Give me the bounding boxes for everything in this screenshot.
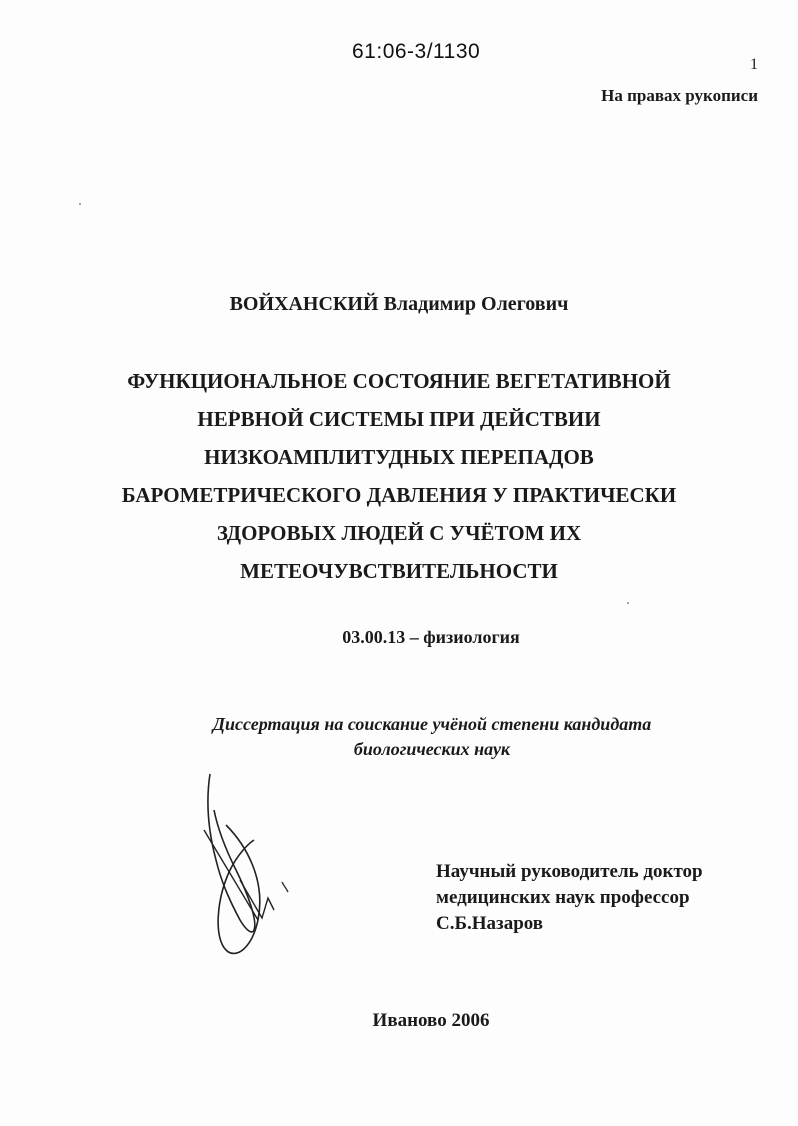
- supervisor-name: С.Б.Назаров: [436, 913, 544, 934]
- degree-statement: [100, 712, 764, 762]
- dissertation-title: [60, 362, 738, 590]
- title-line: МЕТЕОЧУВСТВИТЕЛЬНОСТИ: [240, 559, 558, 583]
- scientific-supervisor: [436, 859, 703, 937]
- degree-line: Диссертация на соискание учёной степени кандидата: [212, 714, 652, 734]
- page-number: 1: [750, 56, 758, 73]
- library-stamp-code: 61:06-3/1130: [352, 40, 481, 63]
- scan-speck: [627, 602, 629, 604]
- city-and-year: Иваново 2006: [372, 1010, 490, 1031]
- author-name: [0, 293, 798, 316]
- title-line: НИЗКОАМПЛИТУДНЫХ ПЕРЕПАДОВ: [204, 445, 594, 469]
- rights-notice: На правах рукописи: [601, 86, 758, 105]
- title-line: ЗДОРОВЫХ ЛЮДЕЙ С УЧЁТОМ ИХ: [216, 521, 582, 545]
- title-line: БАРОМЕТРИЧЕСКОГО ДАВЛЕНИЯ У ПРАКТИЧЕСКИ: [121, 483, 677, 507]
- title-line: ФУНКЦИОНАЛЬНОЕ СОСТОЯНИЕ ВЕГЕТАТИВНОЙ: [127, 369, 671, 393]
- author-surname: ВОЙХАНСКИЙ: [229, 293, 379, 315]
- handwritten-signature: [196, 770, 306, 960]
- signature-stroke: [282, 882, 288, 892]
- scan-speck: [79, 203, 81, 205]
- specialty-code: 03.00.13 – физиология: [342, 627, 520, 647]
- degree-line: биологических наук: [353, 739, 511, 759]
- supervisor-line: медицинских наук профессор: [436, 887, 690, 908]
- author-given-names: Владимир Олегович: [383, 293, 569, 315]
- title-line: НЕРВНОЙ СИСТЕМЫ ПРИ ДЕЙСТВИИ: [197, 407, 601, 431]
- supervisor-line: Научный руководитель доктор: [436, 861, 703, 882]
